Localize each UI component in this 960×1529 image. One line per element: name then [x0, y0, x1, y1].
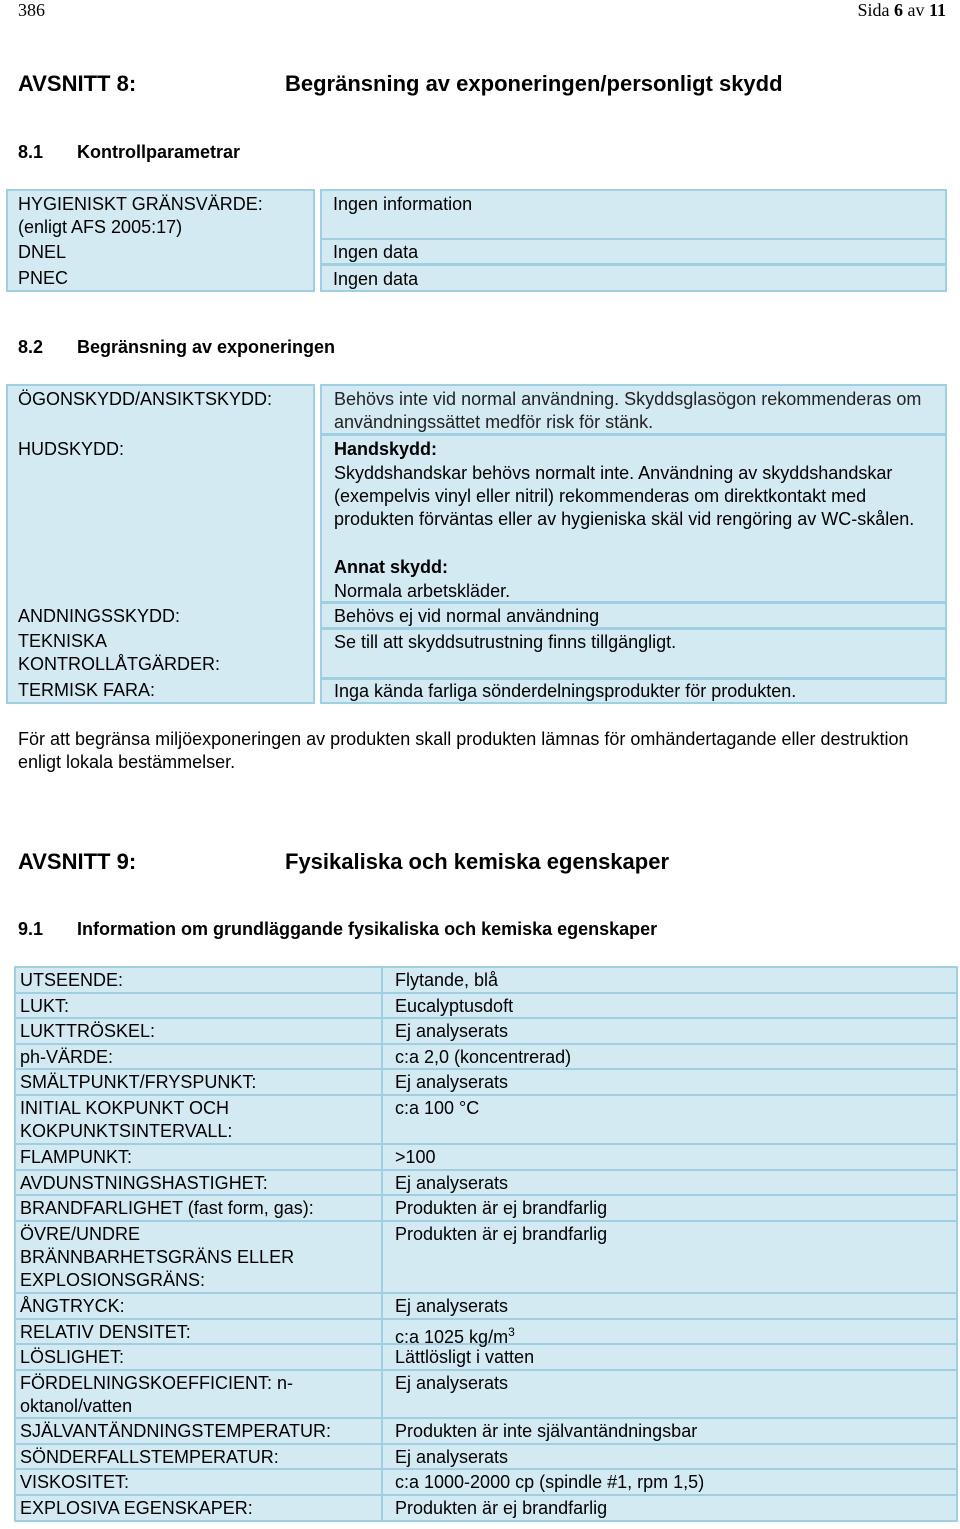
- table-row: [16, 1222, 956, 1294]
- technical-controls-cell: [320, 628, 947, 679]
- param-value-hygienic-cell: [320, 189, 947, 240]
- eye-protection-value: Behövs inte vid normal användning. Skyddsglasögon rekommenderas om användningssättet medför risk för stänk.: [334, 389, 922, 432]
- environmental-note: För att begränsa miljöexponeringen av produkten skall produkten lämnas för omhändertagande eller destruktion enligt lokala bestämmelser.: [18, 729, 909, 772]
- property-value: c:a 100 °C: [395, 1098, 480, 1118]
- property-value: Produkten är ej brandfarlig: [395, 1198, 608, 1218]
- property-value: Eucalyptusdoft: [395, 996, 514, 1016]
- param-value-pnec-cell: [320, 264, 947, 292]
- technical-controls-label: TEKNISKA KONTROLLÅTGÄRDER:: [18, 631, 221, 674]
- section9-title: Fysikaliska och kemiska egenskaper: [285, 849, 670, 874]
- page-indicator: [857, 0, 946, 21]
- section9-label: AVSNITT 9:: [18, 849, 137, 874]
- thermal-hazard-cell: [320, 678, 947, 704]
- property-label: AVDUNSTNINGSHASTIGHET:: [16, 1171, 383, 1194]
- other-protection-heading: Annat skydd:: [334, 557, 449, 577]
- section8-title: Begränsning av exponeringen/personligt skydd: [285, 71, 783, 96]
- density-unit-exponent: 3: [508, 1325, 515, 1339]
- table-row: [16, 1171, 956, 1196]
- param-value-hygienic: Ingen information: [333, 194, 473, 214]
- property-value: Ej analyserats: [395, 1072, 509, 1092]
- params-label-cell: [6, 189, 315, 292]
- eye-protection-label: ÖGONSKYDD/ANSIKTSKYDD:: [18, 389, 273, 409]
- skin-protection-label: HUDSKYDD:: [18, 439, 125, 459]
- technical-controls-value: Se till att skyddsutrustning finns tillgängligt.: [334, 632, 677, 652]
- property-value: Ej analyserats: [395, 1447, 509, 1467]
- property-label: LUKT:: [16, 994, 383, 1017]
- subsection-8-1-title: Kontrollparametrar: [77, 142, 241, 162]
- table-row: [16, 1470, 956, 1496]
- eye-protection-cell: [320, 384, 947, 435]
- property-label: ÅNGTRYCK:: [16, 1294, 383, 1318]
- property-label: FÖRDELNINGSKOEFFICIENT: n- oktanol/vatten: [16, 1371, 383, 1417]
- property-value: Ej analyserats: [395, 1173, 509, 1193]
- subsection-9-1-number: 9.1: [18, 919, 44, 939]
- table-row: [16, 1019, 956, 1045]
- property-value: Produkten är inte självantändningsbar: [395, 1421, 698, 1441]
- subsection-8-2-number: 8.2: [18, 337, 44, 357]
- property-label: EXPLOSIVA EGENSKAPER:: [16, 1496, 383, 1520]
- exposure-label-cell: [6, 384, 315, 704]
- property-label: SMÄLTPUNKT/FRYSPUNKT:: [16, 1070, 383, 1094]
- param-label-pnec: PNEC: [18, 268, 69, 288]
- table-row: [16, 1496, 956, 1520]
- table-row: [16, 1445, 956, 1470]
- subsection-8-2-title: Begränsning av exponeringen: [77, 337, 336, 357]
- property-value: [383, 1320, 956, 1347]
- page-number: 386: [18, 0, 45, 20]
- param-value-dnel-cell: [320, 238, 947, 265]
- property-label: BRANDFARLIGHET (fast form, gas):: [16, 1196, 383, 1220]
- property-value: Lättlösligt i vatten: [395, 1347, 535, 1367]
- hand-protection-heading: Handskydd:: [334, 439, 438, 459]
- other-protection-value: Normala arbetskläder.: [334, 581, 511, 601]
- property-label: INITIAL KOKPUNKT OCH KOKPUNKTSINTERVALL:: [16, 1096, 383, 1143]
- respiratory-protection-value: Behövs ej vid normal användning: [334, 606, 600, 626]
- property-value: Ej analyserats: [395, 1296, 509, 1316]
- property-value: Ej analyserats: [395, 1373, 509, 1393]
- subsection-8-1-number: 8.1: [18, 142, 44, 162]
- property-label: SÖNDERFALLSTEMPERATUR:: [16, 1445, 383, 1468]
- page-of: av: [907, 0, 925, 20]
- property-label: ph-VÄRDE:: [16, 1045, 383, 1068]
- property-label: RELATIV DENSITET:: [16, 1320, 383, 1343]
- skin-protection-cell: [320, 434, 947, 603]
- property-value: >100: [395, 1147, 436, 1167]
- param-value-dnel: Ingen data: [333, 242, 419, 262]
- table-row: [16, 1294, 956, 1320]
- page-total: 11: [928, 0, 946, 20]
- table-row: [16, 1345, 956, 1371]
- table-row: [16, 1070, 956, 1096]
- property-value: c:a 2,0 (koncentrerad): [395, 1047, 572, 1067]
- property-value: Ej analyserats: [395, 1021, 509, 1041]
- property-label: ÖVRE/UNDRE BRÄNNBARHETSGRÄNS ELLER EXPLOSIONSGRÄNS:: [16, 1222, 383, 1292]
- properties-table: [14, 966, 958, 1522]
- respiratory-protection-label: ANDNINGSSKYDD:: [18, 606, 181, 626]
- property-label: LUKTTRÖSKEL:: [16, 1019, 383, 1043]
- hand-protection-value: Skyddshandskar behövs normalt inte. Användning av skyddshandskar (exempelvis vinyl eller nitril) rekommenderas om direktkontakt med produkten förväntas eller av hygieniska skäl vid rengöring av WC-skålen.: [334, 463, 915, 529]
- property-label: FLAMPUNKT:: [16, 1145, 383, 1169]
- subsection-9-1-title: Information om grundläggande fysikaliska och kemiska egenskaper: [77, 919, 658, 939]
- property-label: LÖSLIGHET:: [16, 1345, 383, 1369]
- page-current: 6: [893, 0, 903, 20]
- respiratory-protection-cell: [320, 602, 947, 629]
- table-row: [16, 1145, 956, 1171]
- table-row: [16, 1045, 956, 1070]
- thermal-hazard-label: TERMISK FARA:: [18, 680, 156, 700]
- table-row: [16, 994, 956, 1019]
- property-value: c:a 1000-2000 cp (spindle #1, rpm 1,5): [395, 1472, 705, 1492]
- param-value-pnec: Ingen data: [333, 269, 419, 289]
- property-value: Flytande, blå: [395, 970, 499, 990]
- page-label: Sida: [857, 0, 890, 20]
- table-row: [16, 1419, 956, 1445]
- property-label: VISKOSITET:: [16, 1470, 383, 1494]
- thermal-hazard-value: Inga kända farliga sönderdelningsprodukter för produkten.: [334, 681, 797, 701]
- property-label: UTSEENDE:: [16, 968, 383, 992]
- property-value: Produkten är ej brandfarlig: [395, 1224, 608, 1244]
- table-row: [16, 1096, 956, 1145]
- table-row: [16, 968, 956, 994]
- param-label-hygienic: HYGIENISKT GRÄNSVÄRDE: (enligt AFS 2005:17): [18, 194, 263, 237]
- table-row: [16, 1196, 956, 1222]
- property-label: SJÄLVANTÄNDNINGSTEMPERATUR:: [16, 1419, 383, 1443]
- table-row: [16, 1371, 956, 1419]
- density-value: c:a 1025 kg/m: [395, 1327, 509, 1347]
- table-row: [16, 1320, 956, 1345]
- section8-label: AVSNITT 8:: [18, 71, 137, 96]
- param-label-dnel: DNEL: [18, 242, 67, 262]
- property-value: Produkten är ej brandfarlig: [395, 1498, 608, 1518]
